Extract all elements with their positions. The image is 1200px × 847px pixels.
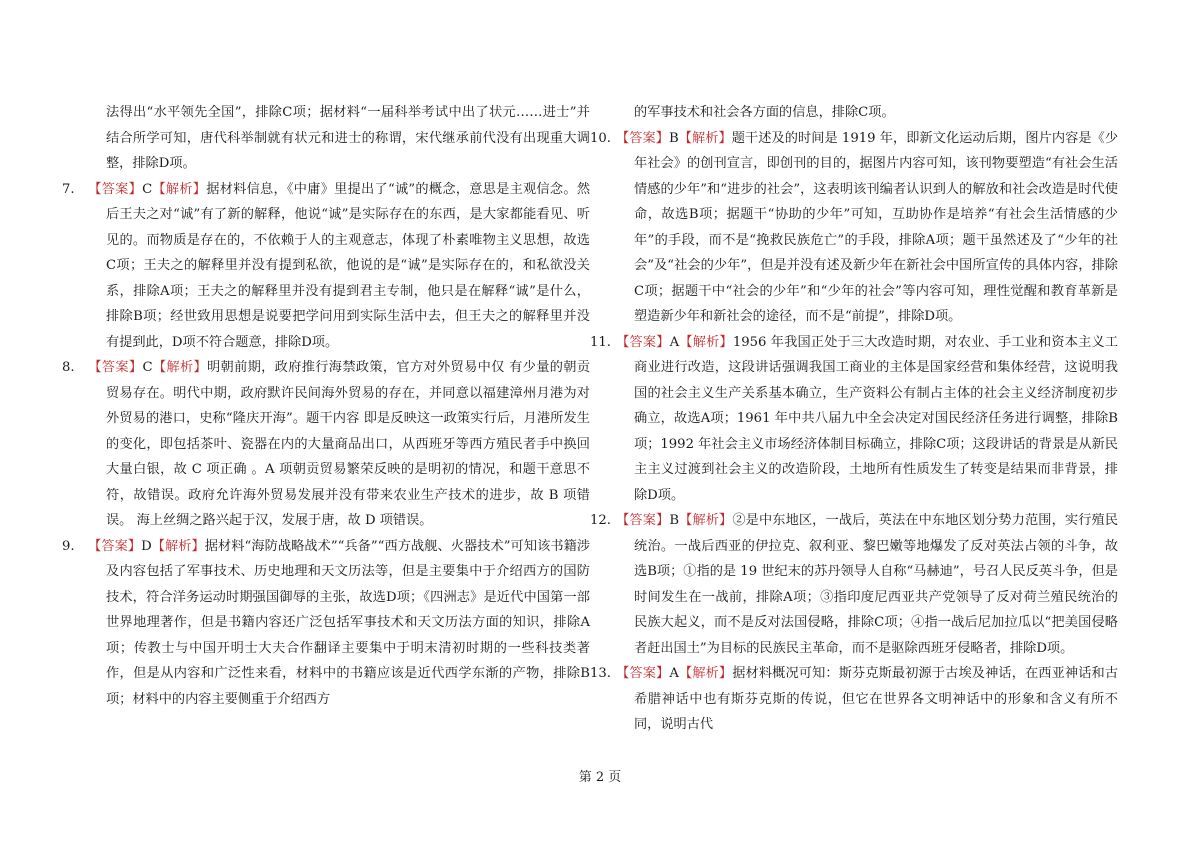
analysis-tag: 【解析】 — [151, 538, 205, 554]
page-number: 第 2 页 — [578, 770, 622, 785]
answer-tag: 【答案】 — [616, 334, 670, 350]
analysis-text: ②是中东地区，一战后，英法在中东地区划分势力范围，实行殖民统治。一战后西亚的伊拉克、叙利亚、黎巴嫩等地爆发了反对英法占领的斗争，故选B项；①指的是 19 世纪末的苏丹领导人自称“马赫迪”，号召人民反英斗争，但是时间发生在一战前，排除A项；③指印度尼西亚共产党领导了反对荷兰殖民统治的民族大起义，而不是反对法国侵略，排除C项；④指一战后尼加拉瓜以“把美国侵略者赶出国土”为目标的民族民主革命，而不是驱除西班牙侵略者，排除D项。 — [634, 513, 1119, 656]
analysis-text: 据材料信息，《中庸》里提出了“诚”的概念，意思是主观信念。然后王夫之对“诚”有了新的解释，他说“诚”是实际存在的东西，是大家都能看见、听见的。而物质是存在的，不依赖于人的主观意志，体现了朴素唯物主义思想，故选C项；王夫之的解释里并没有提到私欲，他说的是“诚”是实际存在的，和私欲没关系，排除A项；王夫之的解释里并没有提到君主专制，他只是在解释“诚”是什么，排除B项；经世致用思想是说要把学问用到实际生活中去，但王夫之的解释里并没有提到此，D项不符合题意，排除D项。 — [106, 181, 591, 350]
analysis-tag: 【解析】 — [678, 666, 733, 681]
answer-tag: 【答案】 — [616, 513, 670, 528]
analysis-tag: 【解析】 — [678, 130, 732, 146]
item-number: 12. — [590, 513, 611, 528]
answer-item-13 — [590, 661, 1119, 738]
answer-letter: D — [141, 538, 152, 554]
answer-letter: B — [669, 130, 679, 146]
item-number: 11. — [590, 334, 611, 350]
answer-item-12 — [590, 508, 1119, 661]
answer-item-7 — [62, 177, 591, 356]
analysis-text: 据材料概况可知：斯芬克斯最初源于古埃及神话，在西亚神话和古希腊神话中也有斯芬克斯的传说，但它在世界各文明神话中的形象和含义有所不同，说明古代 — [634, 666, 1119, 732]
answer-letter: A — [669, 666, 679, 681]
answer-letter: C — [142, 181, 153, 197]
answer-tag: 【答案】 — [88, 538, 142, 554]
answer-tag: 【答案】 — [616, 666, 670, 681]
answer-item-9 — [62, 534, 591, 713]
analysis-text: 1956 年我国正处于三大改造时期，对农业、手工业和资本主义工商业进行改造，这段讲话强调我国工商业的主体是国家经营和集体经营，这说明我国的社会主义生产关系基本确立，生产资料公有制占主体的社会主义经济制度初步确立，故选A项；1961 年中共八届九中全会决定对国民经济任务进行调整，排除B项；1992 年社会主义市场经济体制目标确立，排除C项；这段讲话的背景是从新民主主义过渡到社会主义的改造阶段，土地所有性质发生了转变是结果而非背景，排除D项。 — [634, 334, 1119, 503]
analysis-tag: 【解析】 — [152, 181, 207, 197]
answer-tag: 【答案】 — [88, 181, 143, 197]
continuation-text: 的军事技术和社会各方面的信息，排除C项。 — [634, 105, 895, 120]
item-number: 10. — [590, 130, 611, 146]
analysis-tag: 【解析】 — [679, 334, 733, 350]
answer-item-11 — [590, 330, 1119, 509]
analysis-text: 题干述及的时间是 1919 年，即新文化运动后期，图片内容是《少年社会》的创刊宣言，即创刊的目的，据图片内容可知，该刊物要塑造“有社会生活情感的少年”和“进步的社会”，这表明该刊编者认识到人的解放和社会改造是时代使命，故选B项；据题干“协助的少年”可知，互助协作是培养“有社会生活情感的少年”的手段，而不是“挽救民族危亡”的手段，排除A项；题干虽然述及了“少年的社会”及“社会的少年”，但是并没有述及新少年在新社会中国所宣传的具体内容，排除C项；据题干中“社会的少年”和“少年的社会”等内容可知，理性觉醒和教育革新是塑造新少年和新社会的途径，而不是“前提”，排除D项。 — [634, 130, 1119, 324]
answer-tag: 【答案】 — [616, 130, 670, 146]
item-number: 9. — [62, 538, 75, 554]
answer-item-8 — [62, 355, 591, 534]
analysis-tag: 【解析】 — [152, 360, 208, 375]
item-number: 8. — [62, 360, 75, 375]
item-number: 7. — [62, 181, 75, 197]
analysis-text: 据材料“海防战略战术”“兵备”“西方战舰、火器技术”可知该书籍涉及内容包括了军事技术、历史地理和天文历法等，但是主要集中于介绍西方的国防技术，符合洋务运动时期强国御辱的主张，故选D项；《四洲志》是近代中国第一部世界地理著作，但是书籍内容还广泛包括军事技术和天文历法方面的知识，排除A项；传教士与中国开明士大夫合作翻译主要集中于明末清初时期的一些科技类著作，但是从内容和广泛性来看，材料中的书籍应该是近代西学东渐的产物，排除B项；材料中的内容主要侧重于介绍西方 — [106, 538, 591, 707]
answer-letter: A — [669, 334, 680, 350]
right-column — [590, 100, 1119, 738]
left-column — [62, 100, 591, 712]
answer-item-10 — [590, 126, 1119, 330]
analysis-text: 明朝前期，政府推行海禁政策，官方对外贸易中仅 有少量的朝贡贸易存在。明代中期，政府默许民间海外贸易的存在，并同意以福建漳州月港为对外贸易的港口，史称“隆庆开海”。题干内容 即是反映这一政策实行后，月港所发生的变化，即包括茶叶、瓷器在内的大量商品出口，从西班牙等西方殖民者手中换回大量白银，故 C 项正确 。A 项朝贡贸易繁荣反映的是明初的情况，和题干意思不符，故错误。政府允许海外贸易发展并没有带来农业生产技术的进步，故 B 项错误。 海上丝绸之路兴起于汉，发展于唐，故 D 项错误。 — [106, 360, 591, 528]
answer-letter: C — [142, 360, 153, 375]
answer-tag: 【答案】 — [88, 360, 143, 375]
answer-letter: B — [669, 513, 680, 528]
continuation-text: 法得出“水平领先全国”，排除C项；据材料“一届科举考试中出了状元……进士”并结合所学可知，唐代科举制就有状元和进士的称谓，宋代继承前代没有出现重大调整，排除D项。 — [106, 105, 590, 171]
analysis-tag: 【解析】 — [679, 513, 733, 528]
item-number: 13. — [590, 666, 611, 681]
